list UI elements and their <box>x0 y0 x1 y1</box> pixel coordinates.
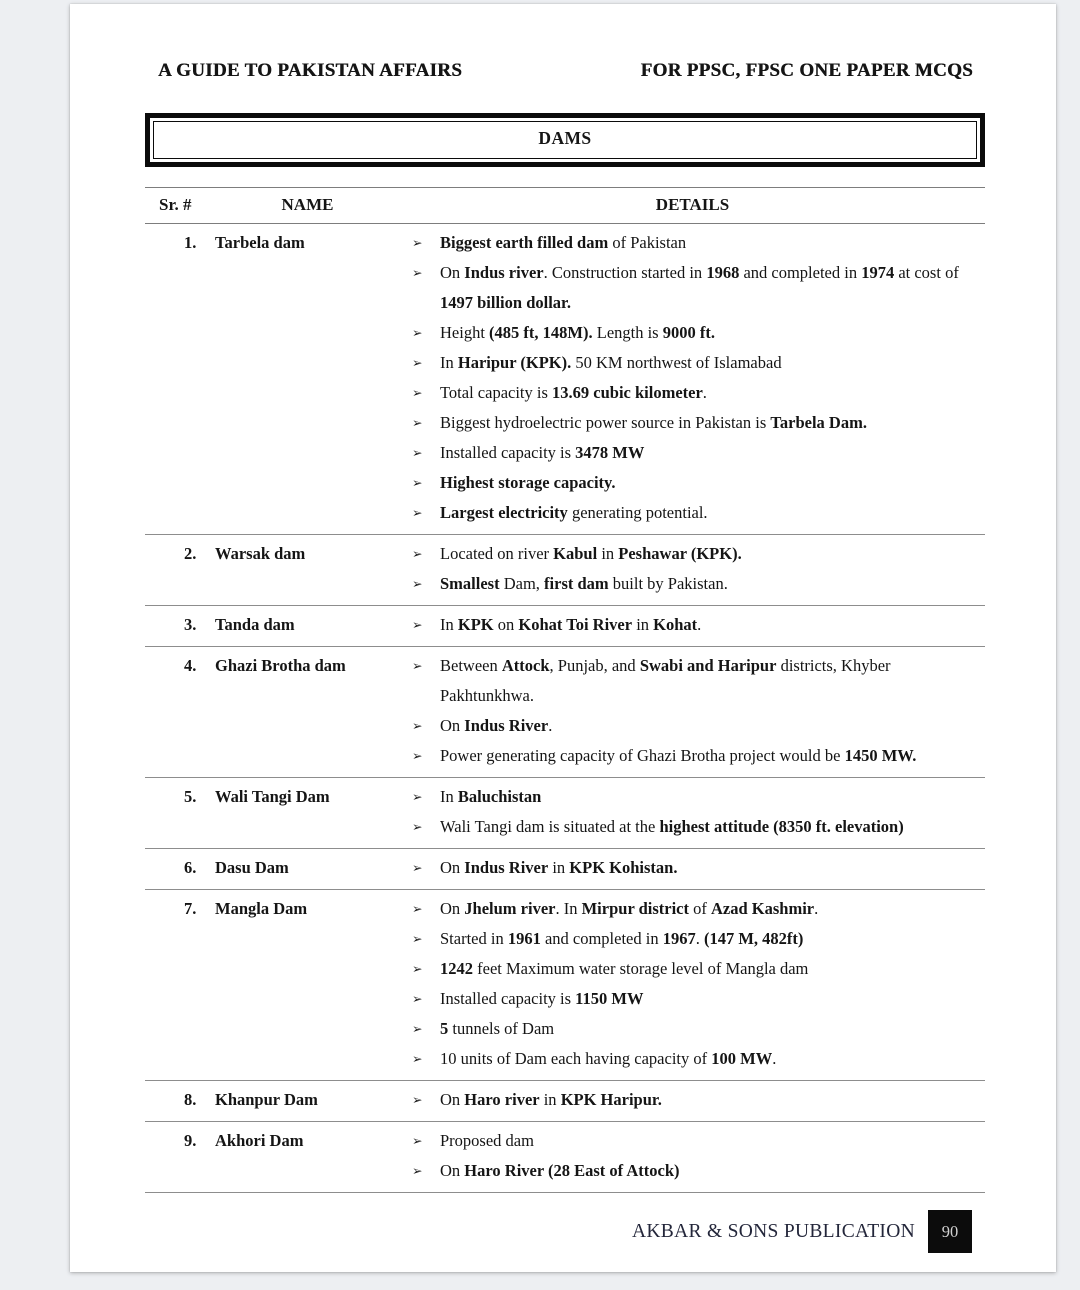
col-header-sr: Sr. # <box>159 195 192 214</box>
table-header-row <box>145 187 985 224</box>
dam-name: Tanda dam <box>215 615 295 634</box>
arrow-bullet-icon: ➢ <box>412 415 423 430</box>
table-row <box>145 890 985 1081</box>
detail-text: On Indus River in KPK Kohistan. <box>440 858 678 877</box>
arrow-bullet-icon: ➢ <box>412 235 423 250</box>
detail-bullet <box>400 610 985 640</box>
section-title-box <box>145 113 985 167</box>
detail-bullet <box>400 348 985 378</box>
table-row <box>145 647 985 778</box>
dam-details <box>400 853 985 883</box>
dam-name: Tarbela dam <box>215 233 305 252</box>
detail-text: Installed capacity is 1150 MW <box>440 989 644 1008</box>
detail-text: In Haripur (KPK). 50 KM northwest of Islamabad <box>440 353 782 372</box>
detail-bullet <box>400 984 985 1014</box>
detail-text: On Haro River (28 East of Attock) <box>440 1161 680 1180</box>
arrow-bullet-icon: ➢ <box>412 931 423 946</box>
arrow-bullet-icon: ➢ <box>412 901 423 916</box>
dam-name: Wali Tangi Dam <box>215 787 330 806</box>
detail-text: Smallest Dam, first dam built by Pakistan. <box>440 574 728 593</box>
detail-bullet <box>400 569 985 599</box>
arrow-bullet-icon: ➢ <box>412 860 423 875</box>
detail-text: Highest storage capacity. <box>440 473 616 492</box>
col-header-details: DETAILS <box>655 195 730 214</box>
detail-text: Biggest earth filled dam of Pakistan <box>440 233 687 252</box>
detail-text: 5 tunnels of Dam <box>440 1019 555 1038</box>
arrow-bullet-icon: ➢ <box>412 576 423 591</box>
section-title: DAMS <box>153 121 977 159</box>
detail-bullet <box>400 228 985 258</box>
page-number-badge: 90 <box>928 1210 972 1253</box>
detail-bullet <box>400 853 985 883</box>
table-row <box>145 1081 985 1122</box>
arrow-bullet-icon: ➢ <box>412 961 423 976</box>
detail-bullet <box>400 894 985 924</box>
detail-text: Biggest hydroelectric power source in Pakistan is Tarbela Dam. <box>440 413 867 432</box>
arrow-bullet-icon: ➢ <box>412 1133 423 1148</box>
detail-bullet <box>400 539 985 569</box>
dam-name: Ghazi Brotha dam <box>215 656 346 675</box>
dam-name: Akhori Dam <box>215 1131 304 1150</box>
page-footer <box>145 1210 985 1253</box>
dam-name: Dasu Dam <box>215 858 289 877</box>
row-serial: 2. <box>184 544 197 563</box>
dam-details <box>400 651 985 771</box>
detail-text: Between Attock, Punjab, and Swabi and Haripur districts, Khyber Pakhtunkhwa. <box>440 656 891 705</box>
table-row <box>145 778 985 849</box>
detail-bullet <box>400 741 985 771</box>
detail-text: Installed capacity is 3478 MW <box>440 443 645 462</box>
table-row <box>145 1122 985 1193</box>
detail-bullet <box>400 258 985 318</box>
dams-table-body <box>145 224 985 1193</box>
arrow-bullet-icon: ➢ <box>412 546 423 561</box>
row-serial: 3. <box>184 615 197 634</box>
detail-bullet <box>400 651 985 711</box>
arrow-bullet-icon: ➢ <box>412 991 423 1006</box>
detail-text: In KPK on Kohat Toi River in Kohat. <box>440 615 702 634</box>
dam-details <box>400 1126 985 1186</box>
arrow-bullet-icon: ➢ <box>412 475 423 490</box>
dam-details <box>400 610 985 640</box>
page-content <box>70 4 1056 1253</box>
detail-text: 10 units of Dam each having capacity of 100 MW. <box>440 1049 777 1068</box>
detail-bullet <box>400 711 985 741</box>
detail-text: Height (485 ft, 148M). Length is 9000 ft. <box>440 323 715 342</box>
table-row <box>145 849 985 890</box>
arrow-bullet-icon: ➢ <box>412 819 423 834</box>
running-header <box>145 60 985 82</box>
detail-bullet <box>400 1044 985 1074</box>
detail-bullet <box>400 954 985 984</box>
arrow-bullet-icon: ➢ <box>412 325 423 340</box>
dam-details <box>400 228 985 528</box>
detail-bullet <box>400 1014 985 1044</box>
row-serial: 7. <box>184 899 197 918</box>
dam-details <box>400 1085 985 1115</box>
detail-bullet <box>400 438 985 468</box>
detail-bullet <box>400 1156 985 1186</box>
row-serial: 8. <box>184 1090 197 1109</box>
dam-details <box>400 539 985 599</box>
arrow-bullet-icon: ➢ <box>412 265 423 280</box>
table-row <box>145 535 985 606</box>
arrow-bullet-icon: ➢ <box>412 748 423 763</box>
arrow-bullet-icon: ➢ <box>412 1051 423 1066</box>
detail-bullet <box>400 468 985 498</box>
arrow-bullet-icon: ➢ <box>412 1163 423 1178</box>
detail-text: Wali Tangi dam is situated at the highest attitude (8350 ft. elevation) <box>440 817 904 836</box>
exam-label: FOR PPSC, FPSC ONE PAPER MCQS <box>640 60 973 81</box>
row-serial: 9. <box>184 1131 197 1150</box>
arrow-bullet-icon: ➢ <box>412 505 423 520</box>
document-page <box>70 4 1056 1272</box>
detail-text: Located on river Kabul in Peshawar (KPK). <box>440 544 742 563</box>
arrow-bullet-icon: ➢ <box>412 718 423 733</box>
dam-details <box>400 782 985 842</box>
detail-text: On Haro river in KPK Haripur. <box>440 1090 662 1109</box>
row-serial: 6. <box>184 858 197 877</box>
arrow-bullet-icon: ➢ <box>412 658 423 673</box>
arrow-bullet-icon: ➢ <box>412 385 423 400</box>
detail-bullet <box>400 408 985 438</box>
row-serial: 4. <box>184 656 197 675</box>
row-serial: 1. <box>184 233 197 252</box>
detail-text: In Baluchistan <box>440 787 542 806</box>
dam-details <box>400 894 985 1074</box>
detail-bullet <box>400 1126 985 1156</box>
arrow-bullet-icon: ➢ <box>412 617 423 632</box>
dam-name: Warsak dam <box>215 544 306 563</box>
detail-text: Started in 1961 and completed in 1967. (147 M, 482ft) <box>440 929 804 948</box>
publisher-name: AKBAR & SONS PUBLICATION <box>632 1220 915 1242</box>
detail-text: On Indus river. Construction started in 1968 and completed in 1974 at cost of 1497 billion dollar. <box>440 263 959 312</box>
dam-name: Mangla Dam <box>215 899 308 918</box>
dam-name: Khanpur Dam <box>215 1090 318 1109</box>
detail-text: Power generating capacity of Ghazi Brotha project would be 1450 MW. <box>440 746 917 765</box>
detail-text: On Jhelum river. In Mirpur district of Azad Kashmir. <box>440 899 819 918</box>
detail-bullet <box>400 924 985 954</box>
arrow-bullet-icon: ➢ <box>412 445 423 460</box>
detail-text: On Indus River. <box>440 716 553 735</box>
detail-text: 1242 feet Maximum water storage level of Mangla dam <box>440 959 809 978</box>
detail-text: Largest electricity generating potential. <box>440 503 708 522</box>
detail-bullet <box>400 378 985 408</box>
detail-bullet <box>400 1085 985 1115</box>
detail-text: Total capacity is 13.69 cubic kilometer. <box>440 383 707 402</box>
arrow-bullet-icon: ➢ <box>412 1092 423 1107</box>
col-header-name: NAME <box>281 195 334 214</box>
table-row <box>145 224 985 535</box>
detail-text: Proposed dam <box>440 1131 534 1150</box>
detail-bullet <box>400 812 985 842</box>
row-serial: 5. <box>184 787 197 806</box>
detail-bullet <box>400 498 985 528</box>
detail-bullet <box>400 782 985 812</box>
detail-bullet <box>400 318 985 348</box>
arrow-bullet-icon: ➢ <box>412 789 423 804</box>
arrow-bullet-icon: ➢ <box>412 1021 423 1036</box>
arrow-bullet-icon: ➢ <box>412 355 423 370</box>
table-row <box>145 606 985 647</box>
book-title: A GUIDE TO PAKISTAN AFFAIRS <box>158 60 463 81</box>
